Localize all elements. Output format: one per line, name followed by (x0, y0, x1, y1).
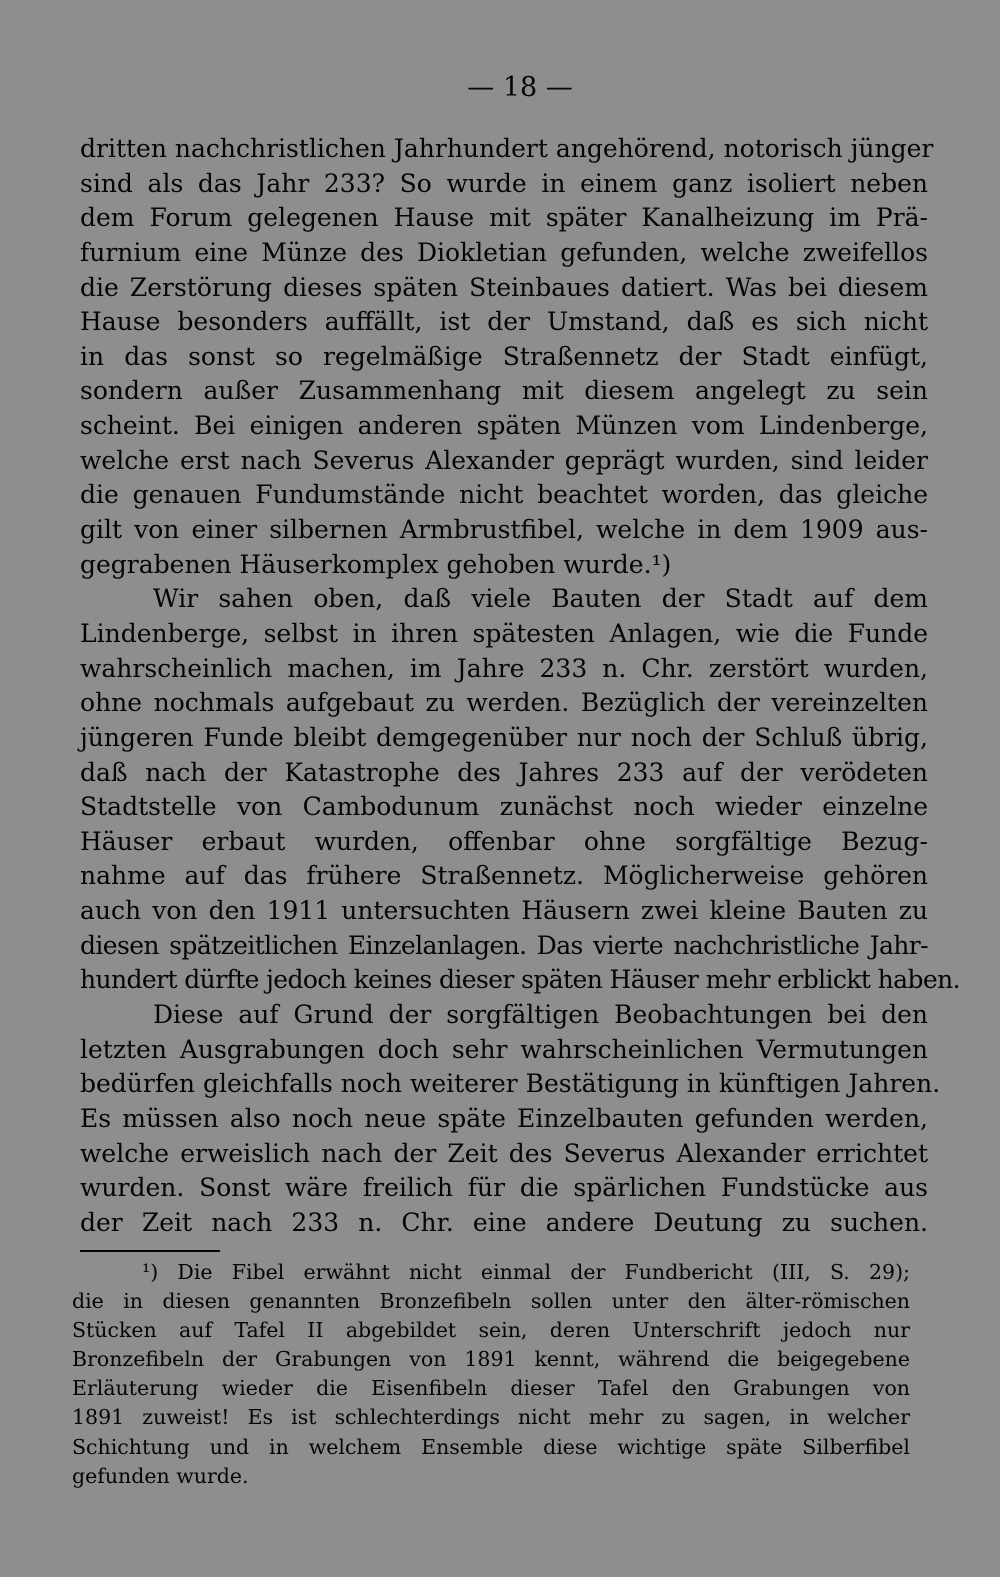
footnote-separator (80, 1250, 220, 1252)
main-text-block (80, 132, 960, 1241)
footnote-line: die in diesen genannten Bronzefibeln sollen unter den älter-römischen (72, 1289, 910, 1314)
text-line: welche erst nach Severus Alexander geprägt wurden, sind leider (80, 445, 928, 475)
footnote-line: 1891 zuweist! Es ist schlechterdings nicht mehr zu sagen, in welcher (72, 1405, 910, 1430)
text-line: daß nach der Katastrophe des Jahres 233 auf der verödeten (80, 757, 928, 787)
paragraph-start-line: Wir sahen oben, daß viele Bauten der Stadt auf dem (153, 584, 928, 614)
text-line: Stadtstelle von Cambodunum zunächst noch wieder einzelne (80, 792, 928, 822)
text-line: wurden. Sonst wäre freilich für die spärlichen Fundstücke aus (80, 1173, 928, 1203)
text-line: furnium eine Münze des Diokletian gefunden, welche zweifellos (80, 237, 928, 267)
text-line: nahme auf das frühere Straßennetz. Möglicherweise gehören (80, 861, 928, 891)
text-line: wahrscheinlich machen, im Jahre 233 n. Chr. zerstört wurden, (80, 653, 928, 683)
text-line: sind als das Jahr 233? So wurde in einem ganz isoliert neben (80, 168, 928, 198)
paragraph-end-line: hundert dürfte jedoch keines dieser späten Häuser mehr erblickt haben. (80, 965, 960, 995)
text-line: dritten nachchristlichen Jahrhundert angehörend, notorisch jünger (80, 134, 934, 163)
text-line: die genauen Fundumstände nicht beachtet worden, das gleiche (80, 480, 928, 510)
footnote-block (72, 1258, 910, 1491)
text-line: die Zerstörung dieses späten Steinbaues datiert. Was bei diesem (80, 272, 928, 302)
text-line: auch von den 1911 untersuchten Häusern zwei kleine Bauten zu (80, 896, 928, 926)
text-line: ohne nochmals aufgebaut zu werden. Bezüglich der vereinzelten (80, 688, 928, 718)
footnote-line: Schichtung und in welchem Ensemble diese wichtige späte Silberfibel (72, 1434, 910, 1459)
text-line: Häuser erbaut wurden, offenbar ohne sorgfältige Bezug- (80, 826, 928, 856)
text-line: welche erweislich nach der Zeit des Severus Alexander errichtet (80, 1138, 928, 1168)
text-line: Lindenberge, selbst in ihren spätesten Anlagen, wie die Funde (80, 618, 928, 648)
text-line: gilt von einer silbernen Armbrustfibel, welche in dem 1909 aus- (80, 515, 928, 545)
paragraph-end-line: gegrabenen Häuserkomplex gehoben wurde.¹) (80, 549, 672, 579)
text-line: dem Forum gelegenen Hause mit später Kanalheizung im Prä- (80, 203, 928, 233)
text-line: bedürfen gleichfalls noch weiterer Bestätigung in künftigen Jahren. (80, 1069, 941, 1099)
text-line: sondern außer Zusammenhang mit diesem angelegt zu sein (80, 376, 928, 406)
text-line: Hause besonders auffällt, ist der Umstand, daß es sich nicht (80, 307, 928, 337)
text-line: jüngeren Funde bleibt demgegenüber nur noch der Schluß übrig, (80, 722, 928, 752)
paragraph-end-line: der Zeit nach 233 n. Chr. eine andere Deutung zu suchen. (80, 1207, 928, 1237)
text-line: scheint. Bei einigen anderen späten Münzen vom Lindenberge, (80, 411, 928, 441)
footnote-line: gefunden wurde. (72, 1463, 249, 1488)
text-line: letzten Ausgrabungen doch sehr wahrscheinlichen Vermutungen (80, 1034, 928, 1064)
text-line: in das sonst so regelmäßige Straßennetz der Stadt einfügt, (80, 341, 928, 371)
text-line: diesen spätzeitlichen Einzelanlagen. Das vierte nachchristliche Jahr- (80, 930, 928, 960)
footnote-line: Bronzefibeln der Grabungen von 1891 kennt, während die beigegebene (72, 1347, 910, 1372)
page-number: — 18 — (467, 72, 573, 103)
text-line: Es müssen also noch neue späte Einzelbauten gefunden werden, (80, 1103, 928, 1133)
footnote-line: ¹) Die Fibel erwähnt nicht einmal der Fundbericht (III, S. 29); (142, 1260, 910, 1284)
paragraph-start-line: Diese auf Grund der sorgfältigen Beobachtungen bei den (153, 1000, 928, 1030)
footnote-line: Erläuterung wieder die Eisenfibeln dieser Tafel den Grabungen von (72, 1376, 910, 1401)
footnote-line: Stücken auf Tafel II abgebildet sein, deren Unterschrift jedoch nur (72, 1318, 910, 1343)
